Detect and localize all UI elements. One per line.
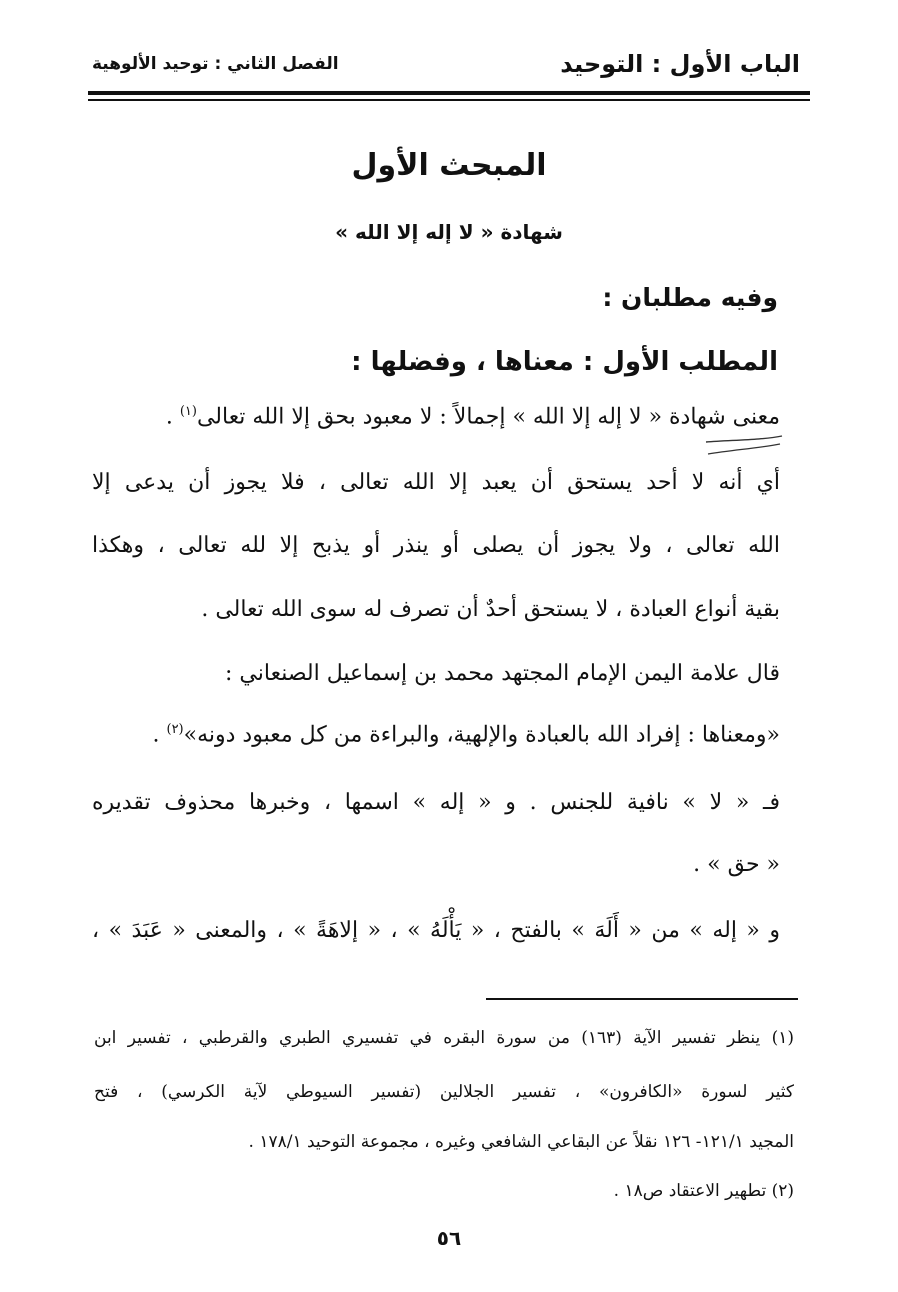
page-number: ٥٦ bbox=[436, 1226, 462, 1250]
body-line-8: « حق » . bbox=[693, 852, 780, 877]
footnote-1-line-1: (١) ينظر تفسير الآية (١٦٣) من سورة البقره في تفسيري الطبري والقرطبي ، تفسير ابن bbox=[94, 1028, 794, 1048]
footnote-1-line-2: كثير لسورة «الكافرون» ، تفسير الجلالين (تفسير السيوطي لآية الكرسي) ، فتح bbox=[94, 1082, 794, 1102]
footnote-ref-2: (٢) bbox=[166, 722, 184, 737]
body-text: معنى شهادة « لا إله إلا الله » إجمالاً : لا معبود بحق إلا الله تعالى bbox=[196, 404, 780, 430]
body-text: «ومعناها : إفراد الله بالعبادة والإلهية، والبراءة من كل معبود دونه» bbox=[183, 722, 780, 748]
body-line-3: الله تعالى ، ولا يجوز أن يصلى أو ينذر أو يذبح إلا لله تعالى ، وهكذا bbox=[92, 533, 780, 558]
running-header bbox=[92, 44, 800, 84]
footnote-separator bbox=[486, 998, 798, 1000]
footnote-ref-1: (١) bbox=[179, 404, 197, 419]
body-line-5: قال علامة اليمن الإمام المجتهد محمد بن إسماعيل الصنعاني : bbox=[225, 661, 780, 686]
section-subtitle: شهادة « لا إله إلا الله » bbox=[335, 220, 563, 244]
section-header: الفصل الثاني : توحيد الألوهية bbox=[92, 54, 339, 74]
body-line-9: و « إله » من « أَلَهَ » بالفتح ، « يَأْلَهُ » ، « إلاهَةً » ، والمعنى « عَبَدَ » ، bbox=[92, 918, 780, 943]
chapter-header: الباب الأول : التوحيد bbox=[560, 50, 800, 78]
footnote-2: (٢) تطهير الاعتقاد ص١٨ . bbox=[613, 1181, 794, 1201]
body-line-1 bbox=[92, 404, 780, 431]
body-line-6 bbox=[92, 722, 780, 749]
section-title: المبحث الأول bbox=[351, 148, 547, 183]
line-end: . bbox=[165, 404, 180, 430]
body-line-4: بقية أنواع العبادة ، لا يستحق أحدٌ أن تصرف له سوى الله تعالى . bbox=[201, 597, 780, 622]
handwritten-underline-mark bbox=[702, 432, 784, 456]
header-rule-thin bbox=[88, 99, 810, 101]
body-line-2: أي أنه لا أحد يستحق أن يعبد إلا الله تعالى ، فلا يجوز أن يدعى إلا bbox=[92, 470, 780, 495]
header-rule-thick bbox=[88, 91, 810, 95]
line-end: . bbox=[152, 722, 167, 748]
intro-heading: وفيه مطلبان : bbox=[602, 283, 778, 312]
requirement-heading: المطلب الأول : معناها ، وفضلها : bbox=[351, 347, 778, 377]
footnote-1-line-3: المجيد ١٢١/١- ١٢٦ نقلاً عن البقاعي الشافعي وغيره ، مجموعة التوحيد ١٧٨/١ . bbox=[248, 1132, 794, 1152]
body-line-7: فـ « لا » نافية للجنس . و « إله » اسمها ، وخبرها محذوف تقديره bbox=[92, 790, 780, 815]
